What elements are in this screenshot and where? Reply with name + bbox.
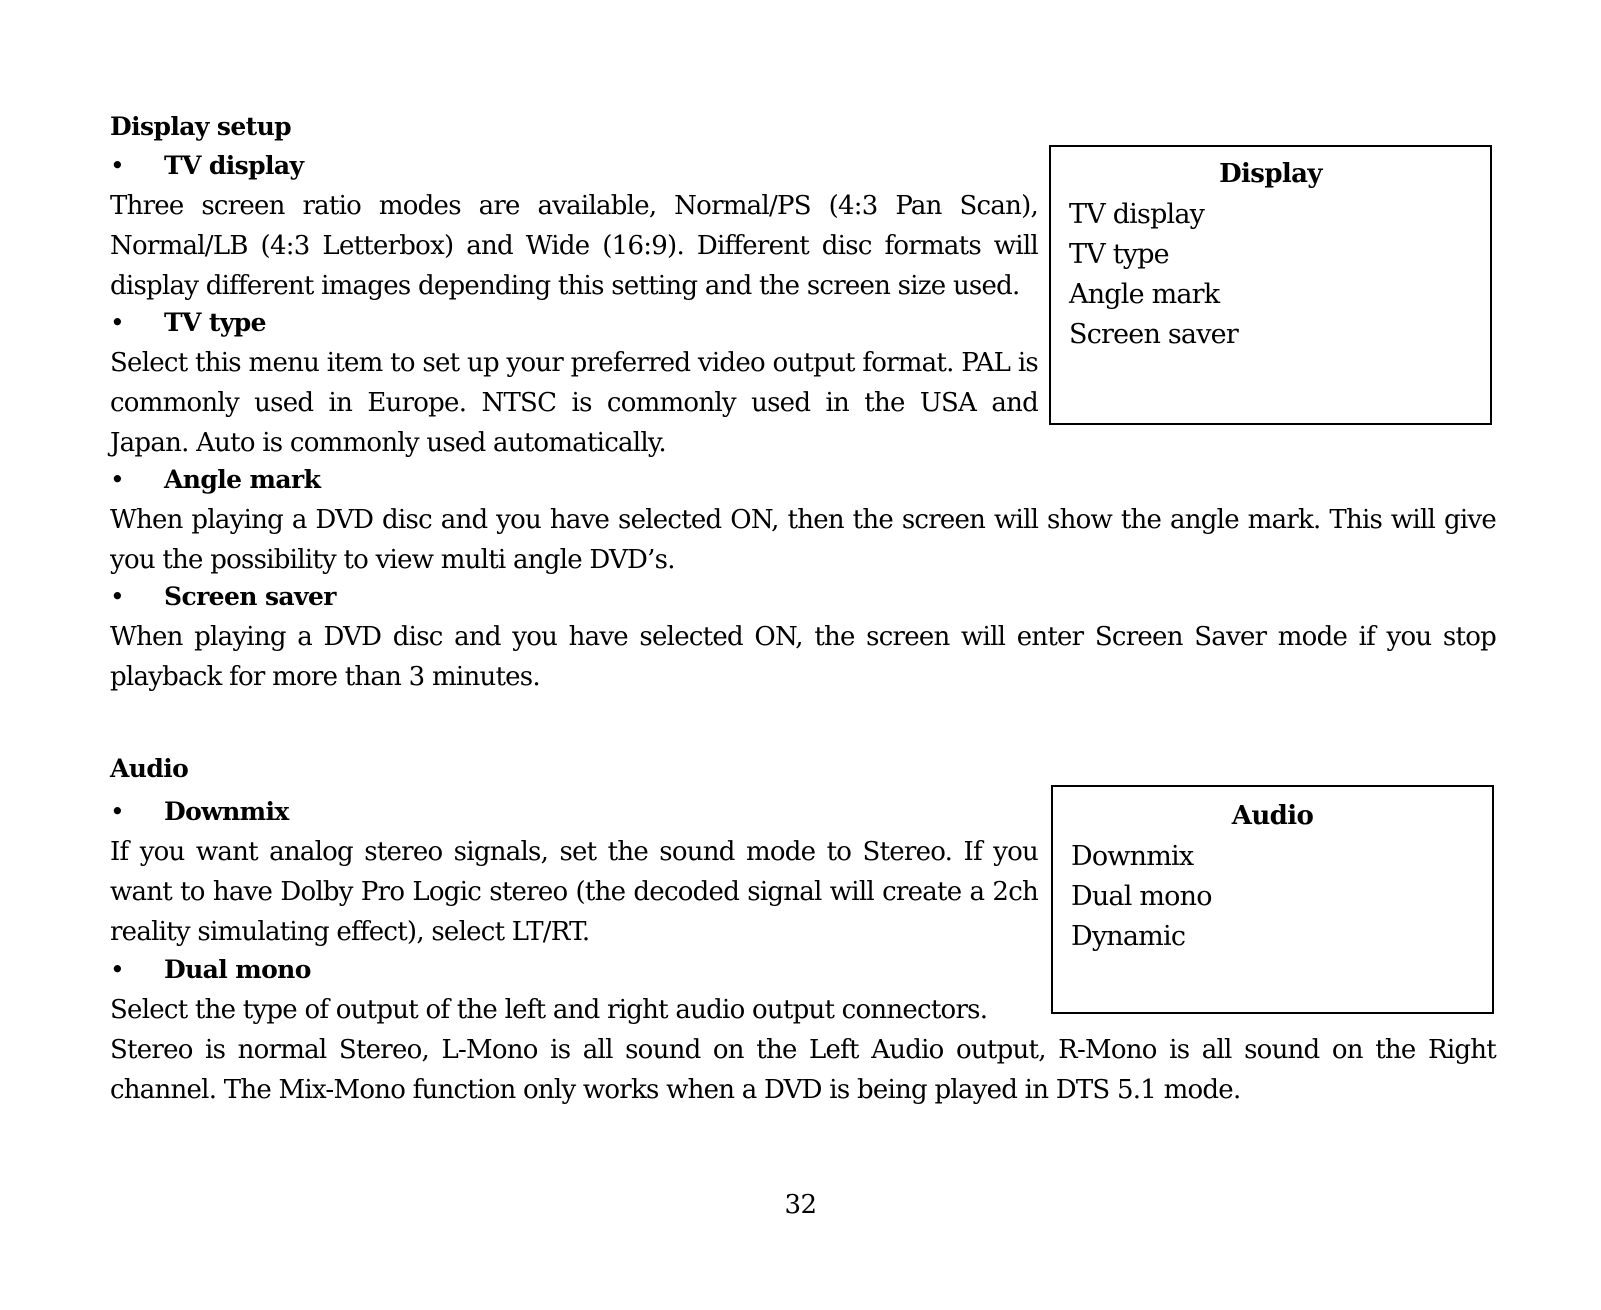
bullet-icon: •	[110, 151, 125, 180]
display-menu-item: TV type	[1069, 239, 1169, 270]
downmix-label: Downmix	[164, 797, 289, 826]
display-menu-title: Display	[1219, 159, 1322, 189]
audio-menu-box	[1051, 785, 1494, 1014]
tv-display-label: TV display	[164, 151, 304, 180]
audio-menu-item: Downmix	[1071, 841, 1194, 872]
screen-saver-label: Screen saver	[164, 582, 336, 611]
audio-heading: Audio	[110, 754, 189, 783]
audio-menu-item: Dynamic	[1071, 921, 1186, 952]
display-menu-box	[1049, 145, 1492, 425]
audio-menu-item: Dual mono	[1071, 881, 1212, 912]
bullet-icon: •	[110, 582, 125, 611]
page-number: 32	[784, 1190, 817, 1220]
audio-menu-title: Audio	[1231, 801, 1314, 831]
bullet-icon: •	[110, 797, 125, 826]
tv-display-description: Three screen ratio modes are available, Normal/PS (4:3 Pan Scan), Normal/LB (4:3 Letterbox) and Wide (16:9). Different disc formats will display different images depending this setting and the screen size used.	[110, 191, 1038, 301]
screen-saver-description: When playing a DVD disc and you have selected ON, the screen will enter Screen Saver mode if you stop playback for more than 3 minutes.	[110, 622, 1496, 692]
dual-mono-description: Select the type of output of the left and right audio output connectors.	[110, 995, 988, 1025]
dual-mono-extra-description: Stereo is normal Stereo, L-Mono is all sound on the Left Audio output, R-Mono is all sound on the Right channel. The Mix-Mono function only works when a DVD is being played in DTS 5.1 mode.	[110, 1035, 1496, 1105]
downmix-description: If you want analog stereo signals, set the sound mode to Stereo. If you want to have Dolby Pro Logic stereo (the decoded signal will create a 2ch reality simulating effect), select LT/RT.	[110, 837, 1038, 947]
bullet-icon: •	[110, 308, 125, 337]
tv-type-label: TV type	[164, 308, 266, 337]
tv-type-description: Select this menu item to set up your preferred video output format. PAL is commonly used in Europe. NTSC is commonly used in the USA and Japan. Auto is commonly used automatically.	[110, 348, 1038, 458]
angle-mark-description: When playing a DVD disc and you have selected ON, then the screen will show the angle mark. This will give you the possibility to view multi angle DVD’s.	[110, 505, 1496, 575]
bullet-icon: •	[110, 465, 125, 494]
display-setup-heading: Display setup	[110, 112, 292, 141]
display-menu-item: Screen saver	[1069, 319, 1238, 350]
dual-mono-label: Dual mono	[164, 955, 311, 984]
angle-mark-label: Angle mark	[164, 465, 321, 494]
display-menu-item: Angle mark	[1069, 279, 1220, 310]
bullet-icon: •	[110, 955, 125, 984]
display-menu-item: TV display	[1069, 199, 1205, 230]
